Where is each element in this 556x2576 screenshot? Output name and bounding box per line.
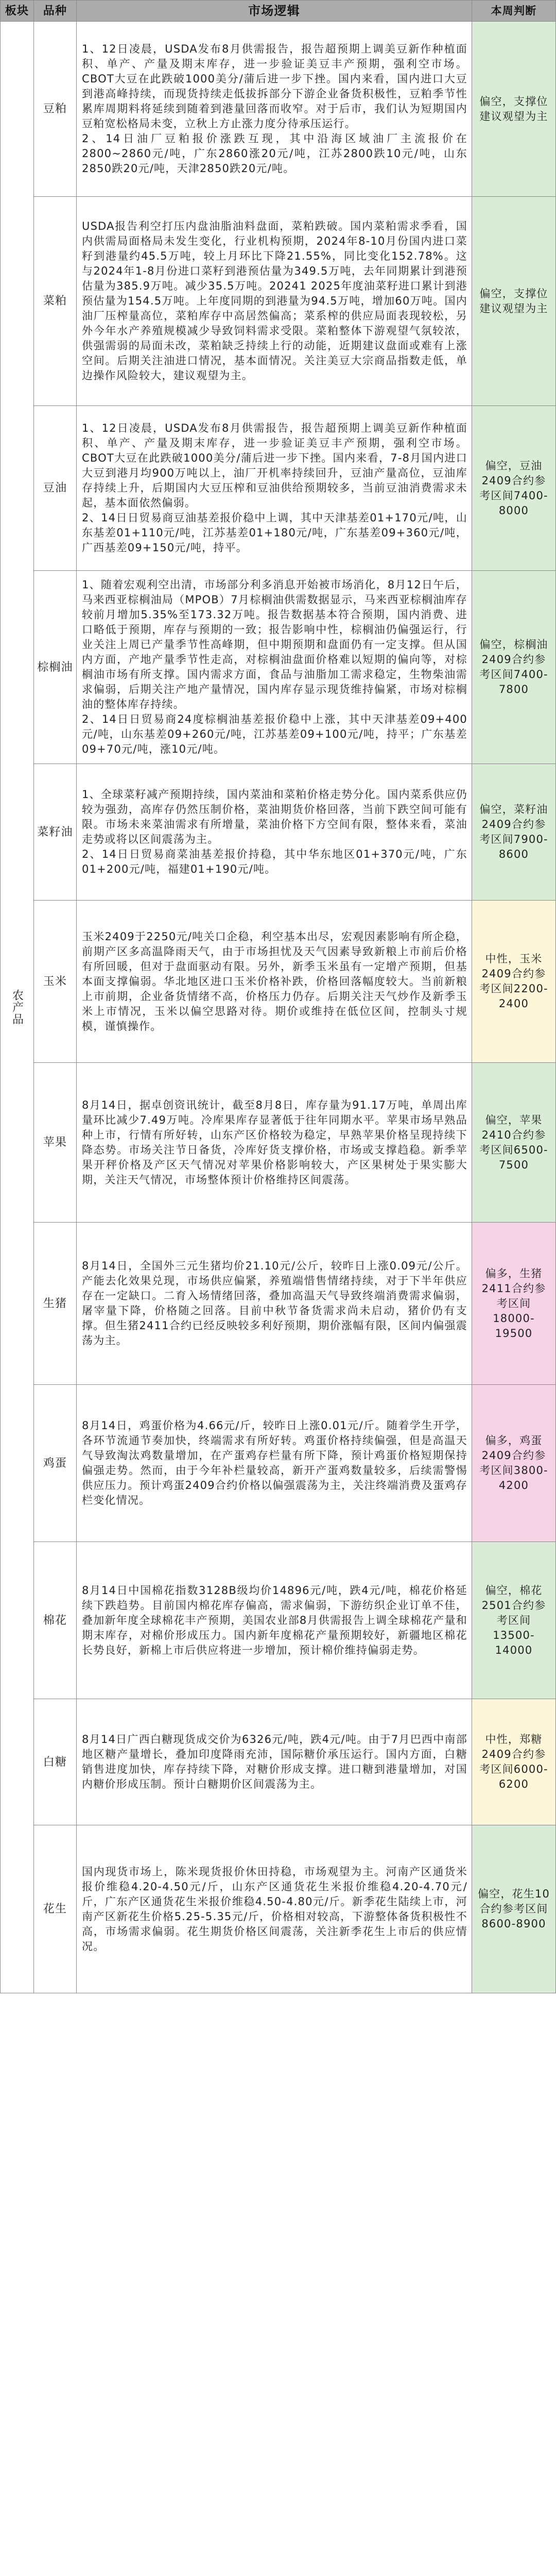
logic-paragraph: 8月14日中国棉花指数3128B级均价14896元/吨，跌4元/吨，棉花价格延续下跌趋势。目前国内棉花库存偏高，需求偏弱，下游纺织企业订单不佳，叠加新年度全球棉花丰产预期，美国农业部8月供需报告上调全球棉花产量和期末库存，对棉价形成压力。国内新年度棉花产量预期较好，新疆地区棉花长势良好，新棉上市后供应将进一步增加，预计棉价维持偏弱走势。 <box>82 1584 467 1656</box>
weekly-judgment-cell: 偏空，花生10合约参考区间8600-8900 <box>472 1825 556 1993</box>
table-row <box>1 1385 556 1542</box>
weekly-judgment-cell: 偏空，豆油2409合约参考区间7400-8000 <box>472 406 556 571</box>
variety-name: 棉花 <box>34 1542 77 1699</box>
market-logic-cell <box>77 197 472 406</box>
variety-name: 白糖 <box>34 1699 77 1825</box>
weekly-judgment-cell: 偏空，棕榈油2409合约参考区间7400-7800 <box>472 571 556 764</box>
variety-name: 豆粕 <box>34 22 77 197</box>
logic-paragraph: 8月14日，鸡蛋价格为4.66元/斤，较昨日上涨0.01元/斤。随着学生开学，各环节流通节奏加快，终端需求有所好转。鸡蛋价格持续偏强，但是高温天气导致淘汰鸡数量增加，在产蛋鸡存栏量有所下降，预计鸡蛋价格短期保持偏强走势。然而，由于今年补栏量较高，新开产蛋鸡数量较多，后续需警惕供应压力。预计鸡蛋2409合约价格以偏强震荡为主，关注终端消费及蛋鸡存栏变化情况。 <box>82 1419 467 1506</box>
logic-paragraph: 1、随着宏观利空出清，市场部分利多消息开始被市场消化，8月12日午后，马来西亚棕榈油局（MPOB）7月棕榈油供需数据显示，马来西亚棕榈油库存较前月增加5.35%至173.32万吨。报告数据基本符合预期，国内消费、进口略低于预期，库存与预期的一致；报告影响中性，棕榈油仍偏强运行，行业关注上周已产量季节性高峰期，但中期预期和盘面仍有一定支撑。但从国内方面，产地产量季节性走高，对棕榈油盘面价格难以短期的偏向等，对棕榈油市场有所支撑。国内需求方面，食品与油脂加工需求稳定，生物柴油需求偏弱，后期关注产地产量情况，国内库存显示现货维持偏紧，市场对棕榈油的整体库存持续。 <box>82 579 467 710</box>
market-logic-cell <box>77 1063 472 1223</box>
market-logic-cell <box>77 406 472 571</box>
table-row <box>1 901 556 1063</box>
header-weekly-judgment: 本周判断 <box>472 1 556 22</box>
variety-name: 花生 <box>34 1825 77 1993</box>
sector-cell <box>1 22 34 1993</box>
weekly-judgment-cell: 偏多，鸡蛋2409合约参考区间3800-4200 <box>472 1385 556 1542</box>
logic-paragraph: 1、全球菜籽减产预期持续，国内菜油和菜粕价格走势分化。国内菜系供应仍较为强劲，高库存仍然压制价格，菜油期货价格回落，当前下跌空间可能有限。市场未来菜油需求有所增量，菜油价格下方空间有限，整体来看，菜油走势或将以区间震荡为主。 <box>82 788 467 845</box>
logic-paragraph: 8月14日，全国外三元生猪均价21.10元/公斤，较昨日上涨0.09元/公斤。产能去化效果兑现，市场供应偏紧，养殖端惜售情绪持续，对于下半年供应存在一定缺口。二育入场情绪回落，叠加高温天气导致终端消费需求偏弱，屠宰量下降，价格随之回落。目前中秋节备货需求尚未启动，猪价仍有支撑。但生猪2411合约已经反映较多利好预期，期价涨幅有限，区间内偏强震荡为主。 <box>82 1260 467 1347</box>
weekly-judgment-cell: 中性，郑糖2409合约参考区间6000-6200 <box>472 1699 556 1825</box>
weekly-judgment-cell: 偏空，支撑位建议观望为主 <box>472 197 556 406</box>
logic-paragraph: 2、14日日贸易商菜油基差报价持稳，其中华东地区01+370元/吨，广东01+200元/吨，福建01+190元/吨。 <box>82 848 467 875</box>
header-sector: 板块 <box>1 1 34 22</box>
variety-name: 菜籽油 <box>34 764 77 901</box>
table-row <box>1 1223 556 1385</box>
variety-name: 生猪 <box>34 1223 77 1385</box>
table-header-row <box>1 1 556 22</box>
weekly-judgment-cell: 偏空，苹果2410合约参考区间6500-7500 <box>472 1063 556 1223</box>
variety-name: 玉米 <box>34 901 77 1063</box>
weekly-judgment-cell: 偏空，菜籽油2409合约参考区间7900-8600 <box>472 764 556 901</box>
logic-paragraph: 1、12日凌晨，USDA发布8月供需报告，报告超预期上调美豆新作种植面积、单产、产量及期末库存，进一步验证美豆丰产预期，强利空市场。CBOT大豆在此跌破1000美分/蒲后进一步下挫。国内来看，国内进口大豆到港高峰持续，而现货持续走低拔拆部分下游企业备货积极性，豆粕季节性累库周期料将延续到随着到港量回落而收窄。对于后市，我们认为短期国内豆粕宽松格局未变，立秋上方止涨力度分待承压运行。 <box>82 43 467 130</box>
market-logic-cell <box>77 1825 472 1993</box>
table-row <box>1 197 556 406</box>
variety-name: 苹果 <box>34 1063 77 1223</box>
table-row <box>1 1542 556 1699</box>
logic-paragraph: USDA报告利空打压内盘油脂油料盘面，菜粕跌破。国内菜粕需求季看，国内供需局面格局未发生变化，行业机构预期，2024年8-10月份国内进口菜籽到港量约45.5万吨，较上月环比下降21.55%，同比变化152.78%。这与2024年1-8月份进口菜籽到港预估量为349.5万吨，去年同期累计到港预估量为385.9万吨。减少35.5万吨。20241 2025年度油菜籽进口累计到港预估量为154.5万吨。上年度同期的到港量为94.5万吨，增加60万吨。国内油厂压榨量高位，菜粕库存中高居然偏高；菜系榨的供应局面表现较松，另外今年水产养殖规模减少导致饲料需求受限。菜粕整体下游观望气氛较浓，供强需弱的局面未改，菜粕缺乏持续上行的动能，近期建议盘面或难有上涨空间。后期关注油进口情况，基本面情况。关注美豆大宗商品指数走低，单边操作风险较大，建议观望为主。 <box>82 220 467 382</box>
table-row <box>1 1825 556 1993</box>
market-logic-cell <box>77 1385 472 1542</box>
variety-name: 棕榈油 <box>34 571 77 764</box>
logic-paragraph: 国内现货市场上，陈米现货报价休田持稳，市场观望为主。河南产区通货米报价维稳4.20-4.50元/斤，山东产区通货花生米报价维稳4.20-4.70元/斤，广东产区通货花生米报价维稳4.50-4.80元/斤。新季花生陆续上市，河南产区新花生价格5.25-5.35元/斤，价格相对较高，下游整体备货积极性不高，市场需求偏弱。花生期货价格区间震荡，关注新季花生上市后的供应情况。 <box>82 1865 467 1953</box>
table-row <box>1 764 556 901</box>
market-logic-cell <box>77 764 472 901</box>
market-logic-cell <box>77 22 472 197</box>
logic-paragraph: 2、14日油厂豆粕报价涨跌互现，其中沿海区域油厂主流报价在2800~2860元/吨，广东2860涨20元/吨，江苏2800跌10元/吨，山东2850跌20元/吨，天津2850跌20元/吨。 <box>82 132 467 175</box>
logic-paragraph: 8月14日，据卓创资讯统计，截至8月8日，库存量为91.17万吨，单周出库量环比减少7.49万吨。冷库果库存显著低于往年同期水平。苹果市场早熟品种上市，行情有所好转，山东产区价格较为稳定，早熟苹果价格呈现持续下降态势。市场关注节日备货，冷库好货支撑价格，市场或支撑趋稳。新季苹果开秤价格及产区天气情况对苹果价格影响较大，产区果树处于果实膨大期，关注天气情况，市场整体预计价格维持区间震荡。 <box>82 1098 467 1186</box>
logic-paragraph: 1、12日凌晨，USDA发布8月供需报告，报告超预期上调美豆新作种植面积、单产、产量及期末库存，进一步验证美豆丰产预期，强利空市场。CBOT大豆在此跌破1000美分/蒲后进一步下挫。国内来看，7-8月国内进口大豆到港月均900万吨以上，油厂开机率持续回升，豆油产量高位，豆油库存持续上升，后期国内大豆压榨和豆油供给预期较多，当前豆油消费需求未起，基本面依然偏弱。 <box>82 422 467 509</box>
market-logic-cell <box>77 571 472 764</box>
logic-paragraph: 2、14日日贸易商24度棕榈油基差报价稳中上涨，其中天津基差09+400元/吨，山东基差09+260元/吨，江苏基差09+100元/吨，持平；广东基差09+70元/吨，涨10元/吨。 <box>82 713 467 755</box>
weekly-judgment-cell: 中性，玉米2409合约参考区间2200-2400 <box>472 901 556 1063</box>
table-row <box>1 1063 556 1223</box>
logic-paragraph: 8月14日广西白糖现货成交价为6326元/吨，跌4元/吨。由于7月巴西中南部地区糖产量增长，叠加印度降雨充沛，国际糖价承压运行。国内方面，白糖销售进度加快，库存持续下降，对糖价形成支撑。进口糖到港量增加，对国内糖价形成压制。预计白糖期价区间震荡为主。 <box>82 1733 467 1790</box>
table-row <box>1 1699 556 1825</box>
variety-name: 豆油 <box>34 406 77 571</box>
variety-name: 菜粕 <box>34 197 77 406</box>
market-logic-cell <box>77 901 472 1063</box>
variety-name: 鸡蛋 <box>34 1385 77 1542</box>
market-logic-cell <box>77 1223 472 1385</box>
market-logic-cell <box>77 1699 472 1825</box>
table-row <box>1 22 556 197</box>
table-body <box>1 22 556 1993</box>
weekly-judgment-cell: 偏多，生猪2411合约参考区间18000-19500 <box>472 1223 556 1385</box>
logic-paragraph: 2、14日日贸易商豆油基差报价稳中上调，其中天津基差01+170元/吨，山东基差01+110元/吨，江苏基差01+180元/吨，广东基差09+360元/吨，广西基差09+150元/吨，持平。 <box>82 512 467 554</box>
market-logic-cell <box>77 1542 472 1699</box>
table-row <box>1 406 556 571</box>
logic-paragraph: 玉米2409于2250元/吨关口企稳，利空基本出尽，宏观因素影响有所企稳，前期产区多高温降雨天气，由于市场担忧及天气因素导致新粮上市前后价格有所回暖，但对于盘面驱动有限。另外，新季玉米虽有一定增产预期，但基本面支撑偏弱。华北地区进口玉米价格补跌，价格回落幅度较大。当前新粮上市前期，企业备货情绪不高，价格压力仍存。后期关注天气炒作及新季玉米上市情况，玉米以偏空思路对待。期价或维持在低位区间，控制头寸规模，谨慎操作。 <box>82 930 467 1032</box>
header-variety: 品种 <box>34 1 77 22</box>
weekly-judgment-cell: 偏空，支撑位建议观望为主 <box>472 22 556 197</box>
header-market-logic: 市场逻辑 <box>77 1 472 22</box>
sector-label: 农产品 <box>10 989 24 1025</box>
weekly-judgment-cell: 偏空，棉花2501合约参考区间13500-14000 <box>472 1542 556 1699</box>
table-row <box>1 571 556 764</box>
